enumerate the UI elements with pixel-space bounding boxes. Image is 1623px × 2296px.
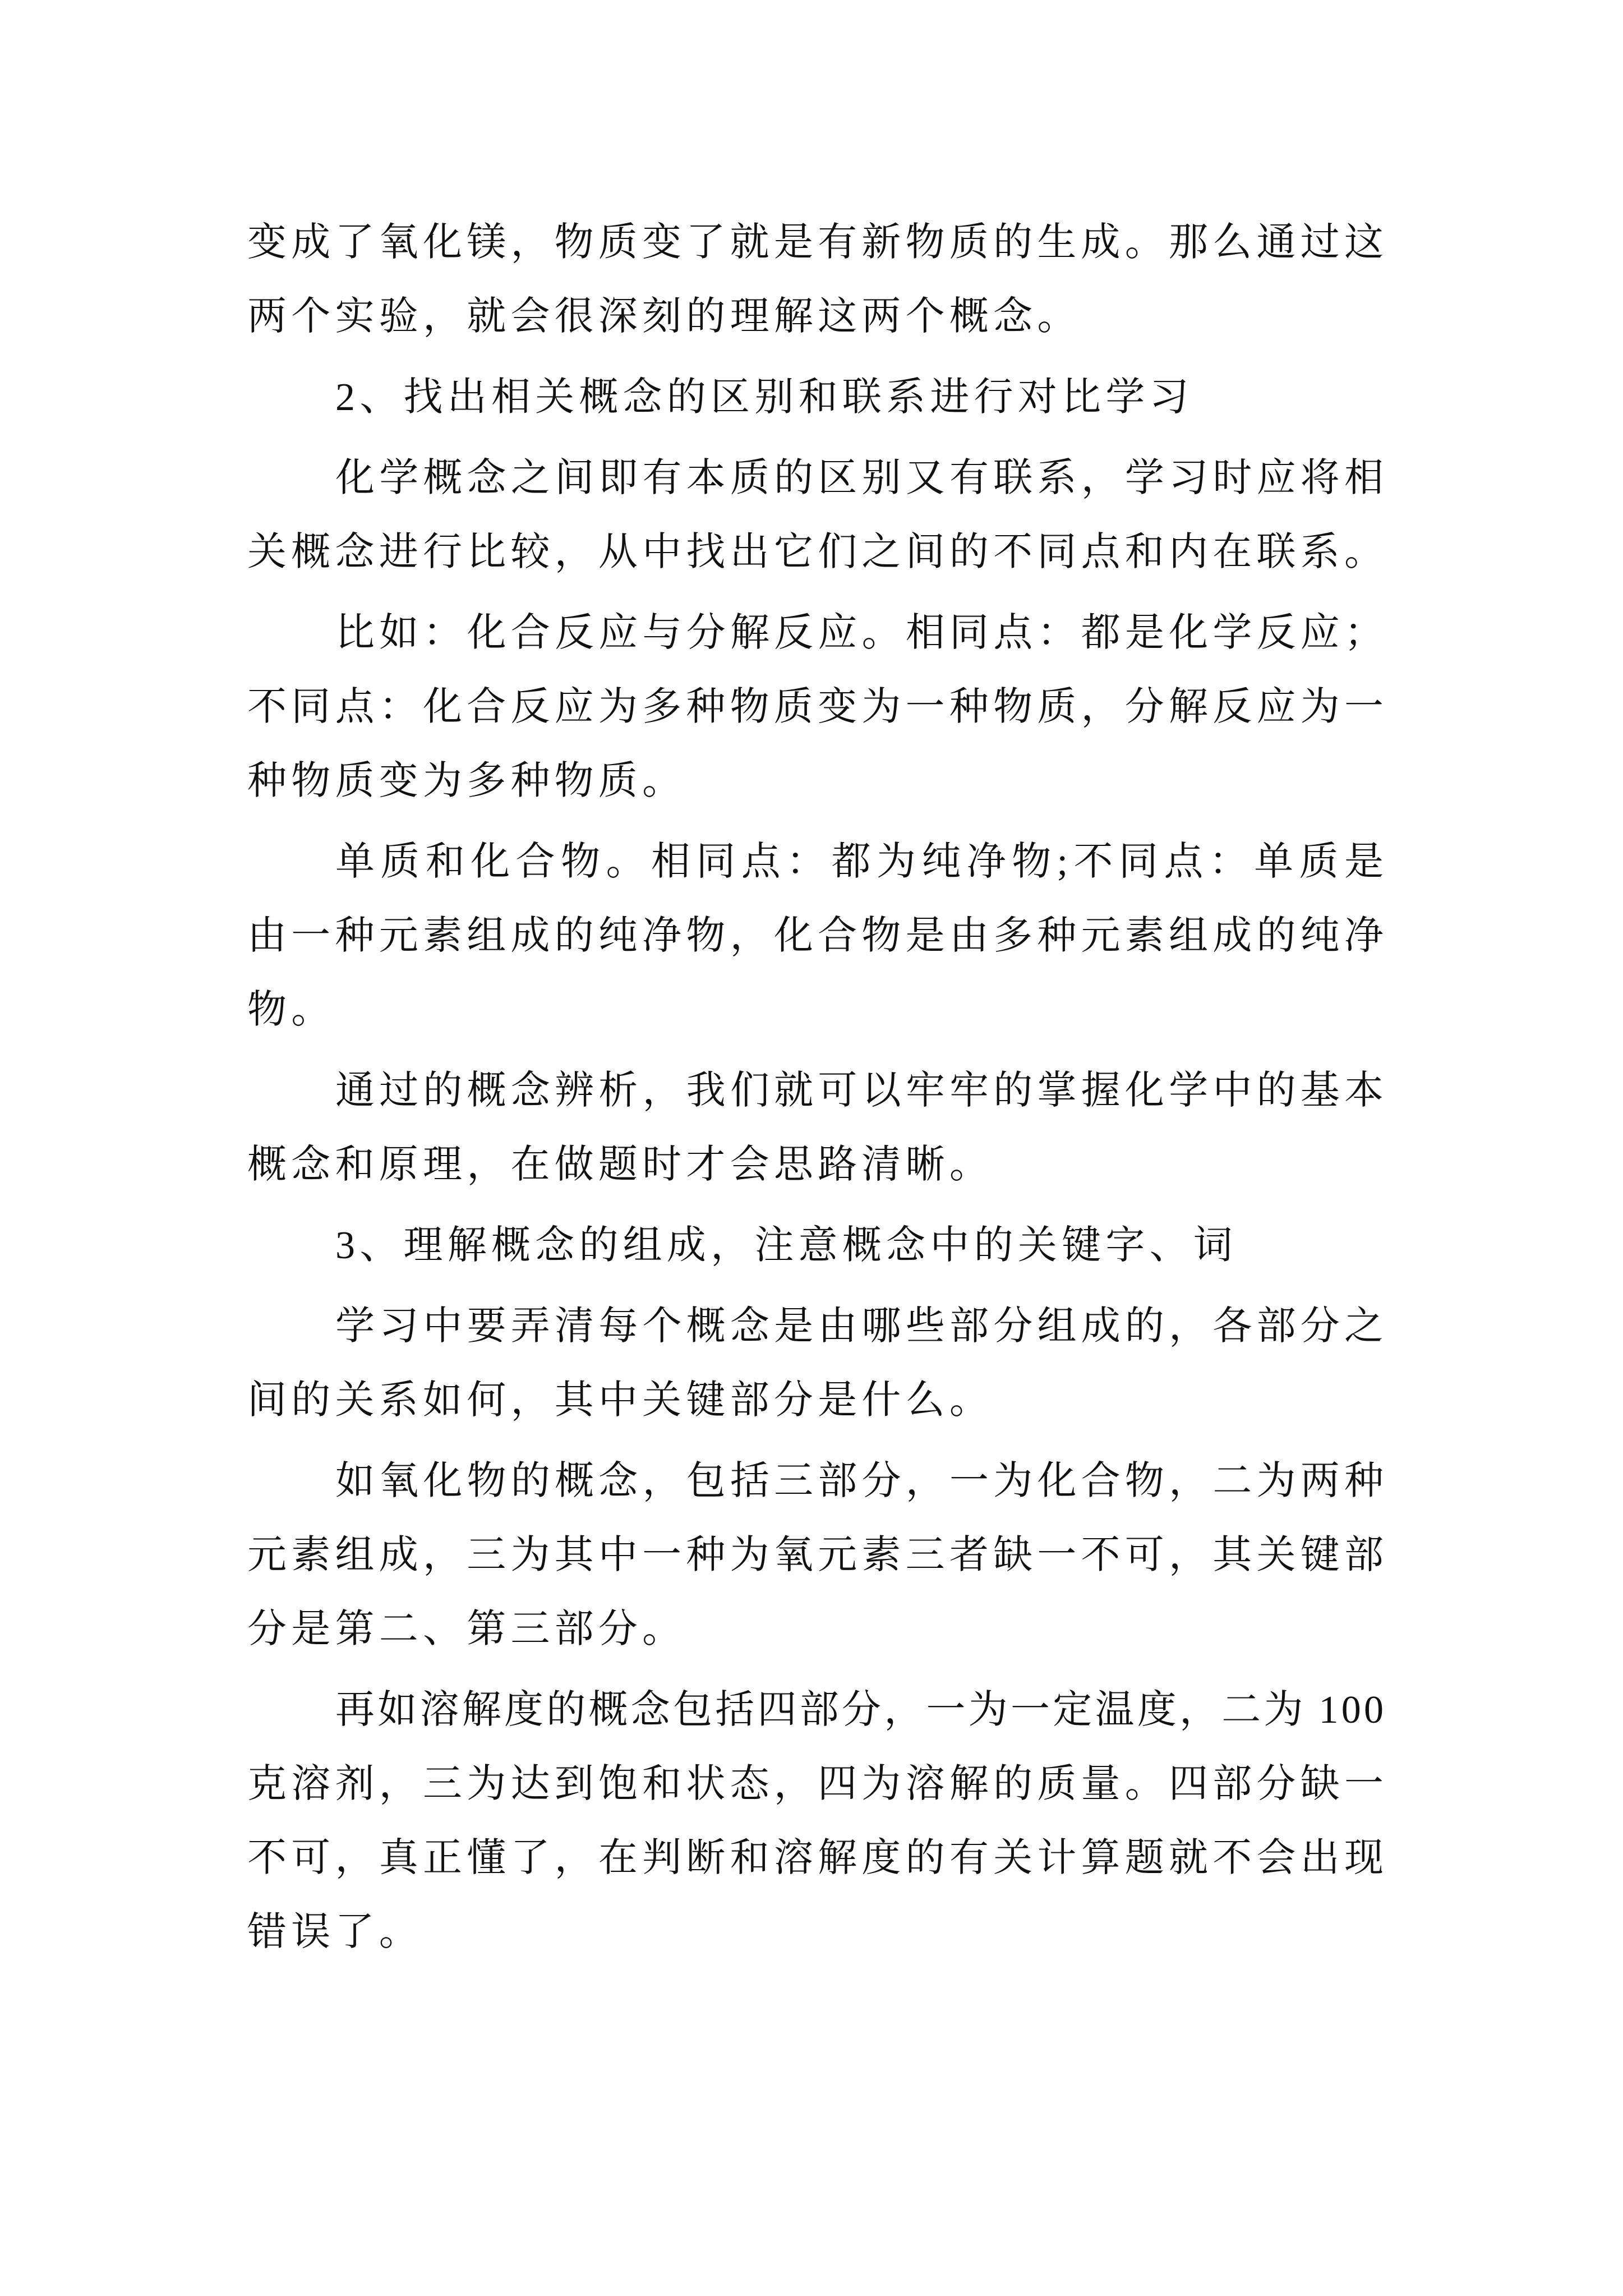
- heading-text: 2、找出相关概念的区别和联系进行对比学习: [335, 376, 1193, 419]
- text-line: 间的关系如何，其中关键部分是什么。: [247, 1379, 994, 1422]
- paragraph: [247, 1290, 1389, 1438]
- section-heading: [247, 1209, 1384, 1283]
- paragraph: [247, 1444, 1389, 1667]
- text-line: 分是第二、第三部分。: [247, 1608, 686, 1651]
- text-line: 比如：化合反应与分解反应。相同点：都是化学反应；: [335, 611, 1389, 655]
- text-line: 两个实验，就会很深刻的理解这两个概念。: [247, 295, 1081, 338]
- document-section: [247, 206, 1389, 354]
- paragraph: [247, 1673, 1389, 1970]
- text-line: 单质和化合物。相同点：都为纯净物;不同点：单质是: [335, 840, 1390, 884]
- text-line: 通过的概念辨析，我们就可以牢牢的掌握化学中的基本: [335, 1069, 1389, 1112]
- text-line: 如氧化物的概念，包括三部分，一为化合物，二为两种: [335, 1460, 1389, 1503]
- document-body: [247, 206, 1390, 1970]
- section-heading: [247, 361, 1384, 435]
- paragraph: [247, 441, 1389, 590]
- text-line: 关概念进行比较，从中找出它们之间的不同点和内在联系。: [247, 531, 1389, 574]
- text-line: 再如溶解度的概念包括四部分，一为一定温度，二为 100: [335, 1688, 1387, 1732]
- text-line: 种物质变为多种物质。: [247, 760, 686, 803]
- text-line: 化学概念之间即有本质的区别又有联系，学习时应将相: [335, 457, 1389, 500]
- text-line: 元素组成，三为其中一种为氧元素三者缺一不可，其关键部: [247, 1534, 1389, 1577]
- text-line: 由一种元素组成的纯净物，化合物是由多种元素组成的纯净: [247, 914, 1389, 958]
- text-line: 不同点：化合反应为多种物质变为一种物质，分解反应为一: [247, 685, 1389, 729]
- heading-text: 3、理解概念的组成，注意概念中的关键字、词: [335, 1224, 1238, 1267]
- text-line: 概念和原理，在做题时才会思路清晰。: [247, 1143, 994, 1186]
- text-line: 物。: [247, 988, 335, 1032]
- paragraph: [247, 596, 1389, 818]
- document-section: [247, 1209, 1389, 1970]
- paragraph: [247, 1054, 1389, 1202]
- text-line: 变成了氧化镁，物质变了就是有新物质的生成。那么通过这: [247, 221, 1389, 264]
- document-section: [247, 361, 1390, 1202]
- text-line: 学习中要弄清每个概念是由哪些部分组成的，各部分之: [335, 1305, 1389, 1348]
- text-line: 克溶剂，三为达到饱和状态，四为溶解的质量。四部分缺一: [247, 1763, 1389, 1806]
- paragraph: [247, 825, 1390, 1047]
- text-line: 不可，真正懂了，在判断和溶解度的有关计算题就不会出现: [247, 1837, 1389, 1880]
- paragraph: [247, 206, 1389, 354]
- text-line: 错误了。: [247, 1911, 423, 1954]
